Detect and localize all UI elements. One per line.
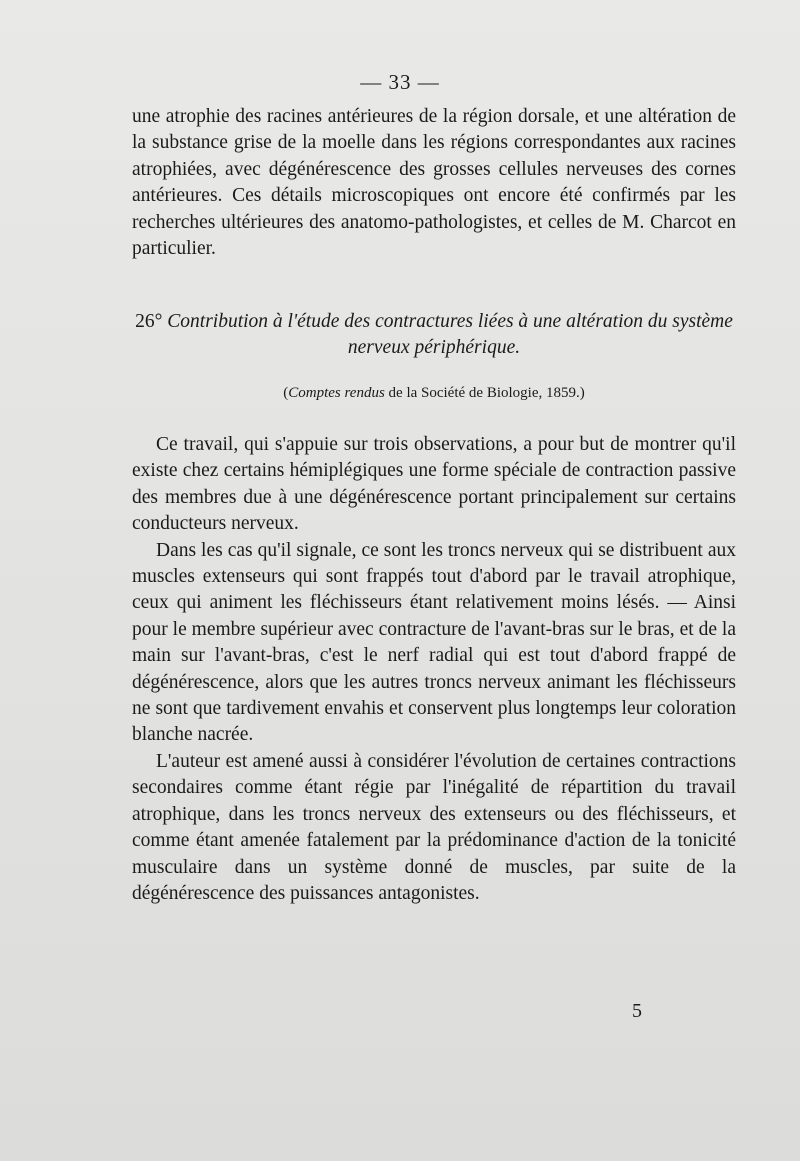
paragraph-3: L'auteur est amené aussi à considérer l'évolution de certaines contractions secondaires comme étant régie par l'inégalité de répartition du travail atrophique, dans les troncs nerveux des extenseurs ou des fléchisseurs, et comme étant amenée fatalement par la prédominance d'action de la tonicité musculaire dans un système donné de muscles, par suite de la dégénérescence des puissances antagonistes. (132, 750, 736, 904)
section-title: Contribution à l'étude des contractures liées à une altération du système nerveux périphérique. (167, 311, 733, 358)
intro-paragraph: une atrophie des racines antérieures de la région dorsale, et une altération de la substance grise de la moelle dans les régions correspondantes aux racines atrophiées, avec dégénérescence des grosses cellules nerveuses des cornes antérieures. Ces détails microscopiques ont encore été confirmés par les recherches ultérieures des anatomo-pathologistes, et celles de M. Charcot en particulier. (132, 106, 736, 260)
source-journal: Comptes rendus (288, 385, 385, 401)
source-prefix: ( (283, 385, 289, 401)
paragraph-1: Ce travail, qui s'appuie sur trois observations, a pour but de montrer qu'il existe chez certains hémiplégiques une forme spéciale de contraction passive des membres due à une dégénérescence portant principalement sur certains conducteurs nerveux. (132, 434, 736, 535)
body-text (132, 432, 736, 907)
signature-mark: 5 (632, 1000, 642, 1022)
source-rest: de la Société de Biologie, 1859.) (384, 385, 585, 401)
section-heading (132, 309, 736, 361)
paragraph-2: Dans les cas qu'il signale, ce sont les troncs nerveux qui se distribuent aux muscles extenseurs qui sont frappés tout d'abord par le travail atrophique, ceux qui animent les fléchisseurs étant relativement moins lésés. — Ainsi pour le membre supérieur avec contracture de l'avant-bras sur le bras, et de la main sur l'avant-bras, c'est le nerf radial qui est tout d'abord frappé de dégénérescence, alors que les autres troncs nerveux animant les fléchisseurs ne sont que tardivement envahis et conservent plus longtemps leur coloration blanche nacrée. (132, 539, 736, 746)
section-number: 26° (135, 311, 163, 332)
section-source (132, 383, 736, 403)
page-number: — 33 — (360, 70, 440, 94)
